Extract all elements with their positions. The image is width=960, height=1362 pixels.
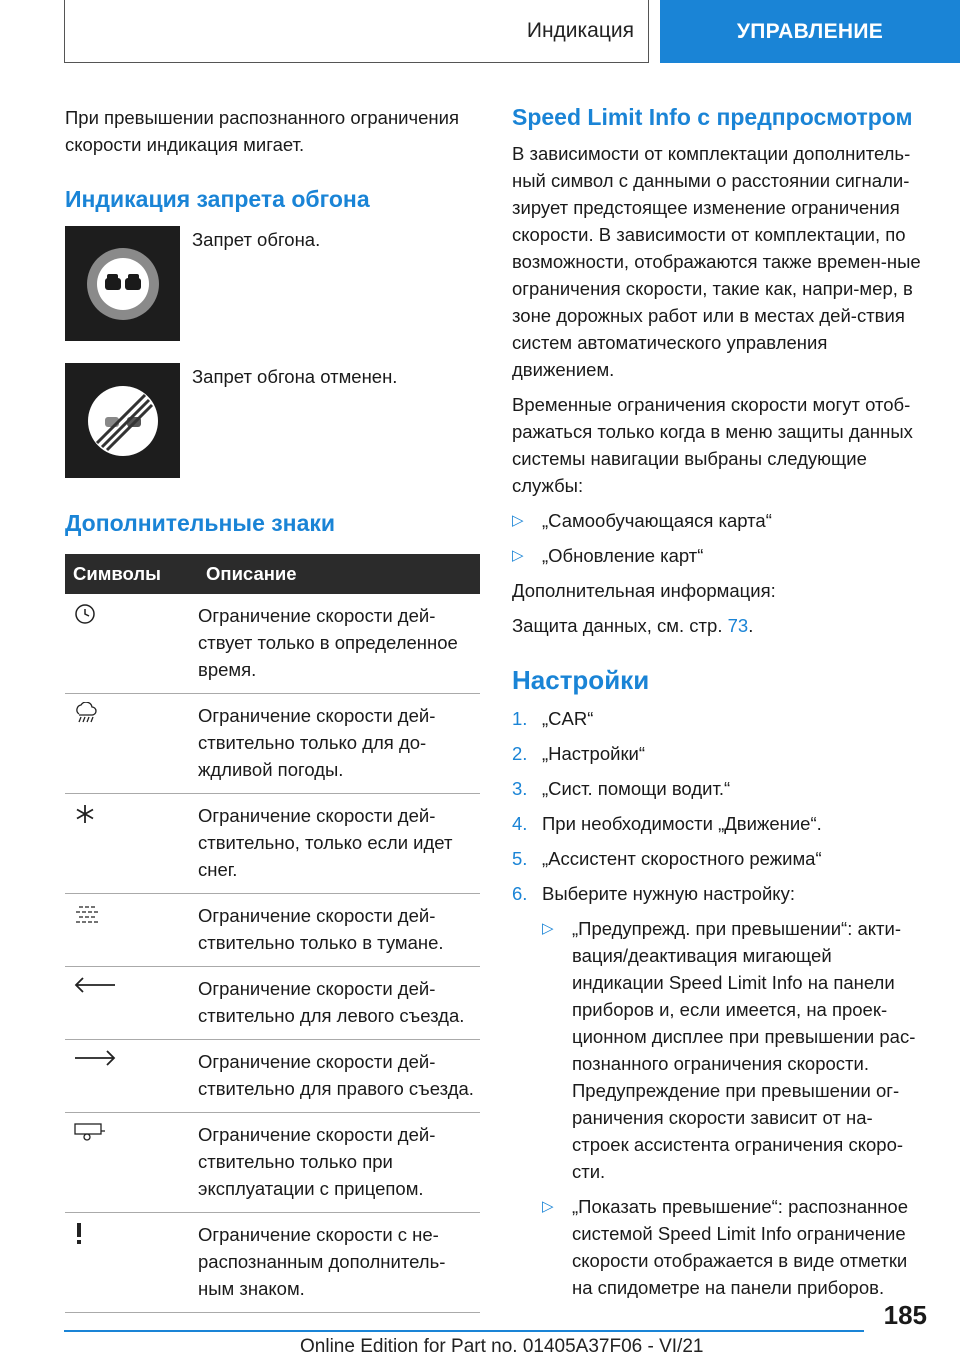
arrow-left-icon <box>73 975 198 995</box>
intro-text: При превышении распознанного ограничения скорости индикация мигает. <box>65 107 460 155</box>
list-item <box>512 542 927 569</box>
triangle-bullet-icon: ▷ <box>542 920 554 937</box>
sign2-text: Запрет обгона отменен. <box>192 366 398 387</box>
step-text: „Ассистент скоростного режима“ <box>542 848 822 869</box>
left-column <box>65 100 480 1313</box>
table-row <box>65 1213 480 1313</box>
snowflake-icon <box>73 802 198 826</box>
table-cell-description: Ограничение скорости дей-ствительно для левого съезда. <box>198 967 480 1040</box>
list-item-text: „Самообучающаяся карта“ <box>542 510 772 531</box>
rain-icon <box>73 702 198 726</box>
fog-icon <box>73 902 198 926</box>
more-info-label: Дополнительная информация: <box>512 580 776 601</box>
table-cell-description: Ограничение скорости дей-ствительно для правого съезда. <box>198 1040 480 1113</box>
header-chapter-tab[interactable] <box>660 0 960 63</box>
triangle-bullet-icon: ▷ <box>512 547 524 564</box>
footer-edition: Online Edition for Part no. 01405A37F06 - VI/21 <box>300 1336 704 1357</box>
addsigns-heading: Дополнительные знаки <box>65 510 336 536</box>
option-item <box>542 1193 927 1301</box>
step-item <box>512 705 927 732</box>
step-number: 5. <box>512 848 528 869</box>
step-item <box>512 880 927 907</box>
table-row <box>65 794 480 894</box>
option-item <box>542 915 927 1185</box>
step-number: 2. <box>512 743 528 764</box>
table-cell-description: Ограничение скорости дей-ствительно только в тумане. <box>198 894 480 967</box>
triangle-bullet-icon: ▷ <box>512 512 524 529</box>
step-number: 4. <box>512 813 528 834</box>
step-item <box>512 775 927 802</box>
privacy-reference <box>512 612 927 639</box>
preview-paragraph-2: Временные ограничения скорости могут отоб-ражаться только когда в меню защиты данных системы навигации выбраны следующие службы: <box>512 394 913 496</box>
privacy-end: . <box>748 615 754 636</box>
trailer-icon <box>73 1121 198 1143</box>
table-cell-description: Ограничение скорости с не-распознанным дополнитель-ным знаком. <box>198 1213 480 1313</box>
right-column <box>512 100 927 1301</box>
arrow-right-icon <box>73 1048 198 1068</box>
header-chapter-label: УПРАВЛЕНИЕ <box>736 19 884 43</box>
table-cell-description: Ограничение скорости дей-ствительно, только если идет снег. <box>198 794 480 894</box>
step-number: 3. <box>512 778 528 799</box>
overtake-heading: Индикация запрета обгона <box>65 186 370 212</box>
step-text: При необходимости „Движение“. <box>542 813 822 834</box>
settings-heading: Настройки <box>512 665 650 695</box>
triangle-bullet-icon: ▷ <box>542 1198 554 1215</box>
table-cell-description: Ограничение скорости дей-ствует только в определенное время. <box>198 594 480 694</box>
clock-icon <box>73 602 198 626</box>
step-number: 6. <box>512 883 528 904</box>
list-item-text: „Обновление карт“ <box>542 545 704 566</box>
sign-row-overtaking-end <box>65 363 480 478</box>
table-row <box>65 694 480 794</box>
step-item <box>512 810 927 837</box>
exclamation-icon <box>73 1221 198 1245</box>
sign-row-no-overtaking <box>65 226 480 341</box>
header-section-tab[interactable] <box>64 0 649 63</box>
table-cell-description: Ограничение скорости дей-ствительно только при эксплуатации с прицепом. <box>198 1113 480 1213</box>
sign1-text: Запрет обгона. <box>192 229 321 250</box>
preview-heading: Speed Limit Info с предпросмотром <box>512 104 913 130</box>
list-item <box>512 507 927 534</box>
header-section-label: Индикация <box>526 19 634 42</box>
table-row <box>65 1113 480 1213</box>
privacy-text: Защита данных, см. стр. <box>512 615 723 636</box>
privacy-page-link[interactable]: 73 <box>727 615 749 636</box>
table-row <box>65 1040 480 1113</box>
table-row <box>65 967 480 1040</box>
step-text: „Настройки“ <box>542 743 646 764</box>
end-no-overtaking-sign-icon <box>65 363 180 478</box>
table-row <box>65 894 480 967</box>
page-number: 185 <box>883 1300 927 1330</box>
step-item <box>512 845 927 872</box>
step-item <box>512 740 927 767</box>
additional-signs-table <box>65 554 480 1313</box>
table-header-description: Описание <box>198 554 480 594</box>
table-row <box>65 594 480 694</box>
option-text: „Предупрежд. при превышении“: акти-вация/деактивация мигающей индикации Speed Limit Info на панели приборов и, если имеется, на проек-ционном дисплее при превышении рас-познанного ограничения скорости. Предупреждение при превышении ог-раничения скорости зависит от на-строек ассистента ограничения скоро-сти. <box>572 918 916 1182</box>
step-text: Выберите нужную настройку: <box>542 883 795 904</box>
table-cell-description: Ограничение скорости дей-ствительно только для до-ждливой погоды. <box>198 694 480 794</box>
preview-paragraph-1: В зависимости от комплектации дополнитель-ный символ с данными о расстоянии сигнали-зирует предстоящее изменение ограничения скорости. В зависимости от комплектации, по возможности, отображаются также времен-ные ограничения скорости, такие как, напри-мер, в зоне дорожных работ или в местах дей-ствия систем автоматического управления движением. <box>512 143 921 380</box>
no-overtaking-sign-icon <box>65 226 180 341</box>
table-header-symbols: Символы <box>65 554 198 594</box>
step-number: 1. <box>512 708 528 729</box>
footer-divider <box>64 1330 864 1332</box>
step-text: „CAR“ <box>542 708 594 729</box>
step-text: „Сист. помощи водит.“ <box>542 778 731 799</box>
option-text: „Показать превышение“: распознанное системой Speed Limit Info ограничение скорости отображается в виде отметки на спидометре на панели приборов. <box>572 1196 908 1298</box>
